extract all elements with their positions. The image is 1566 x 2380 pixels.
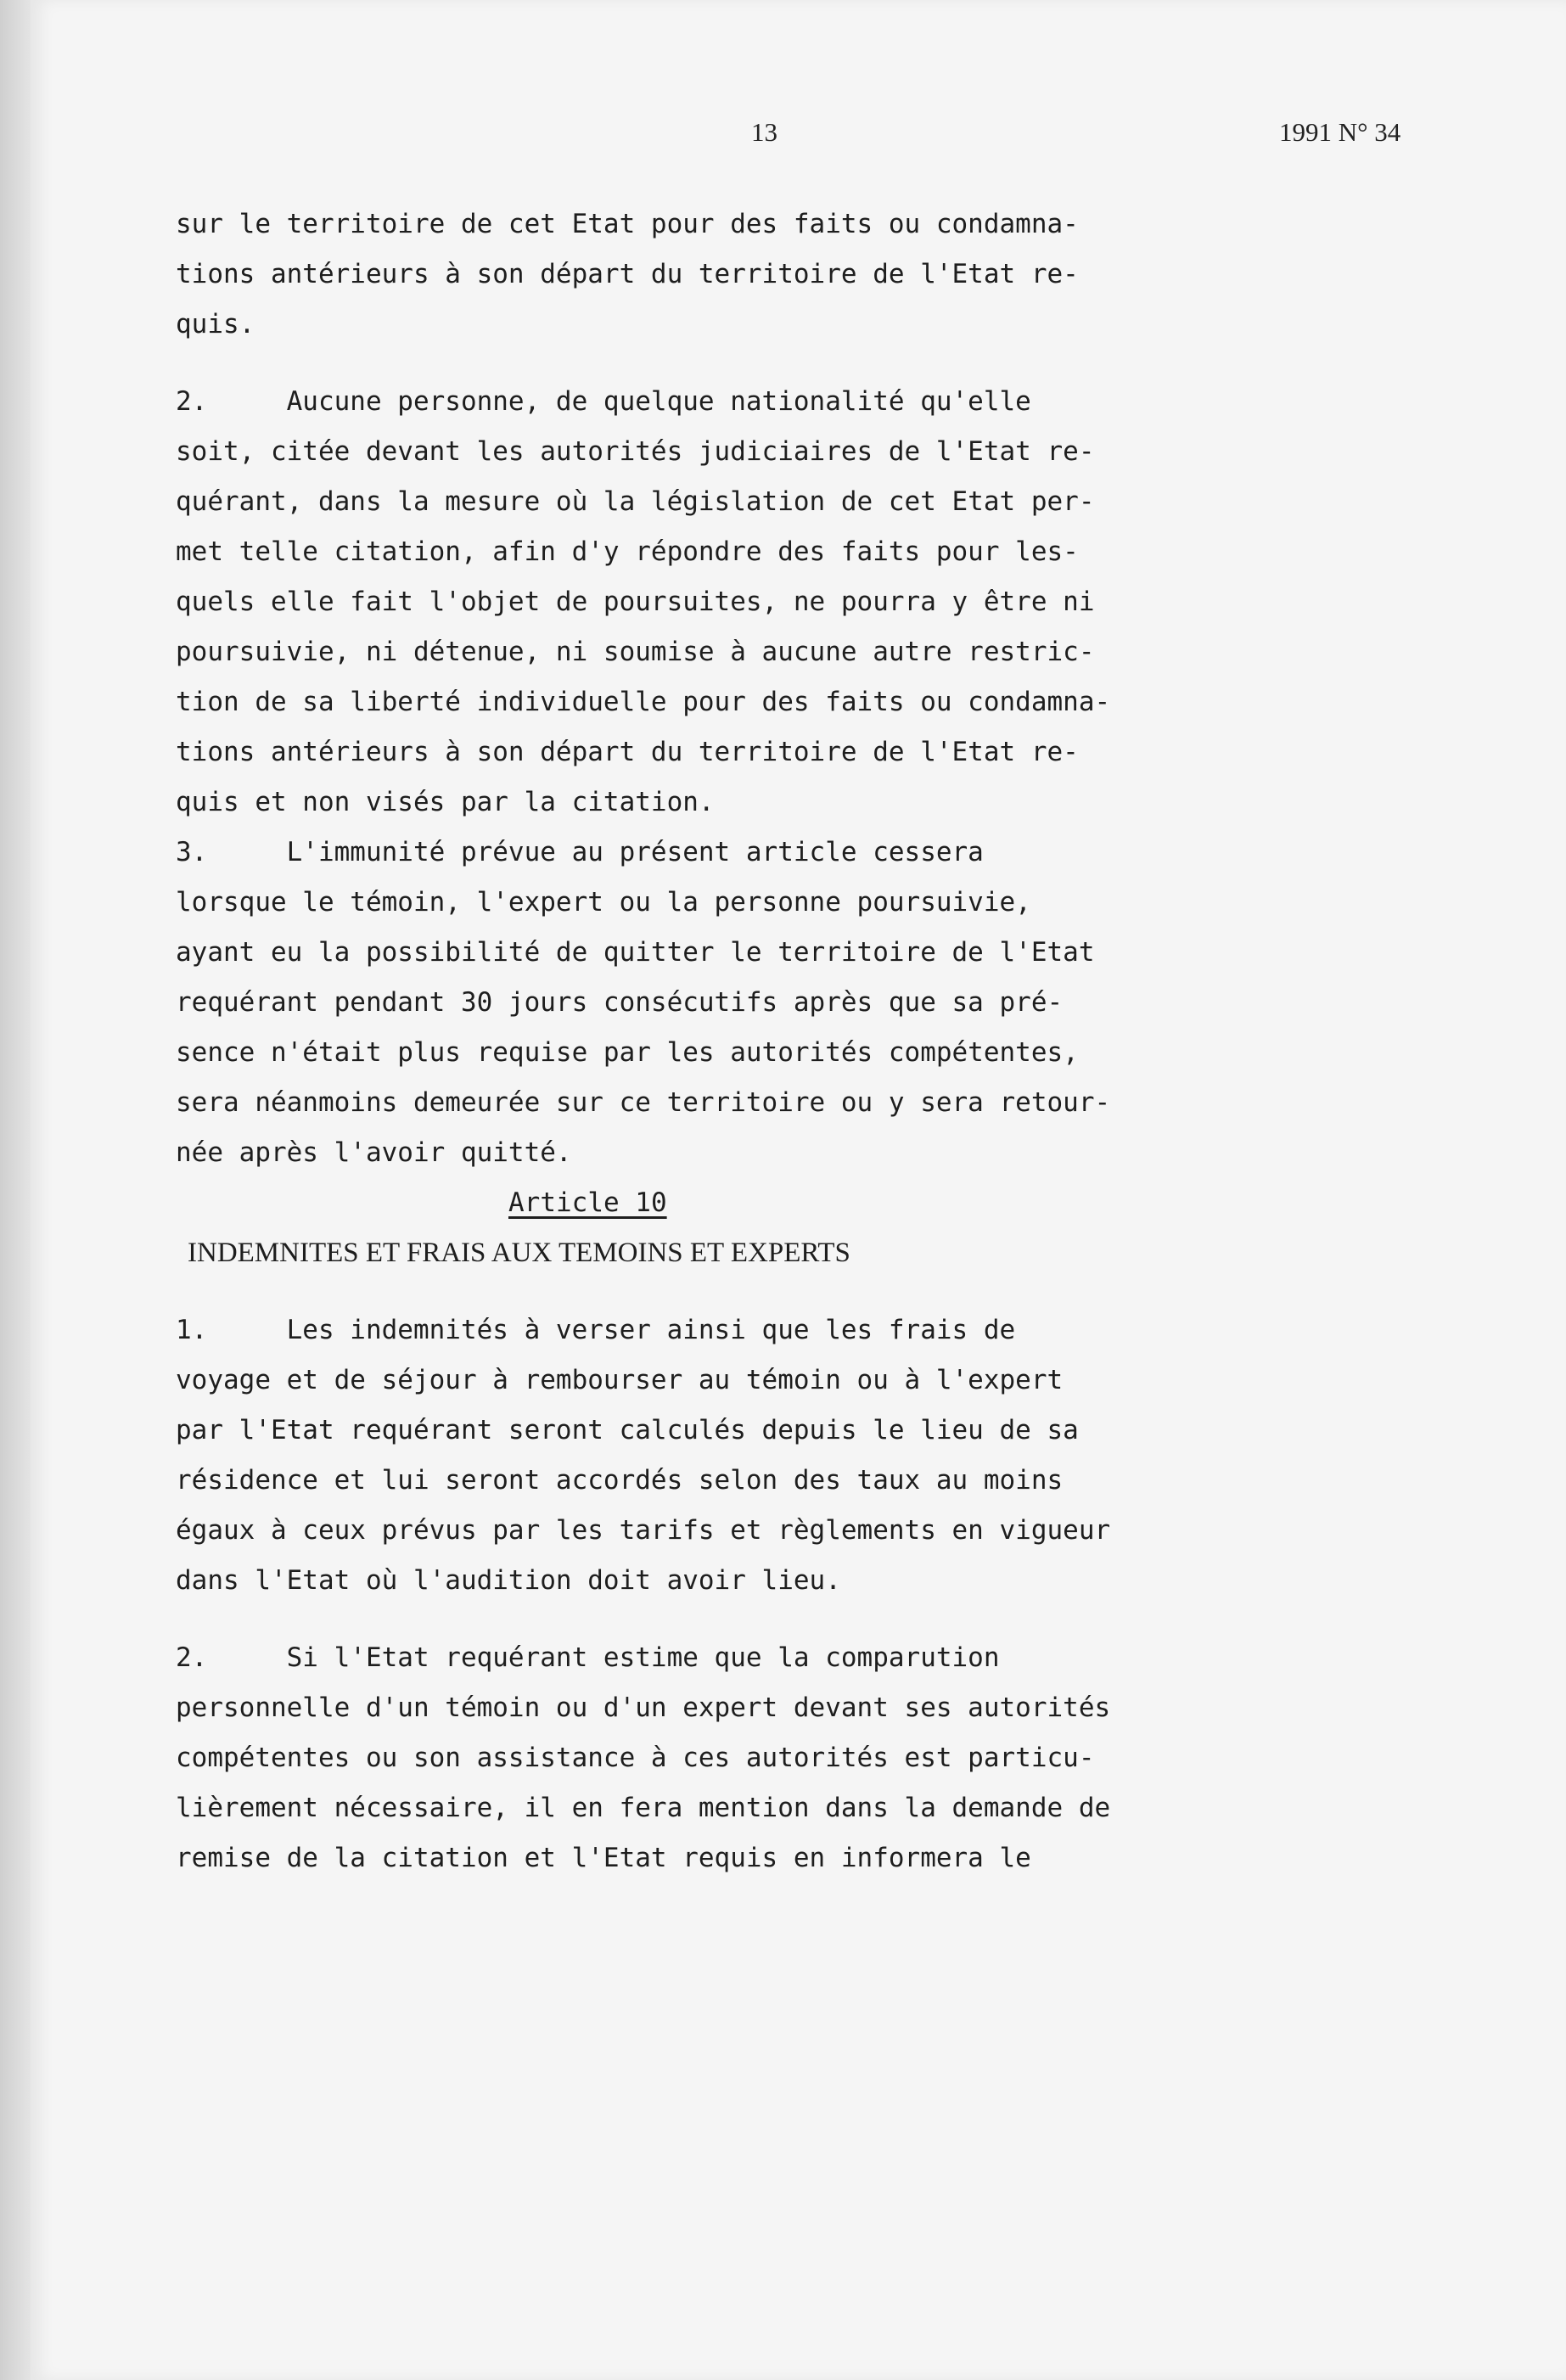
- text-line: tion de sa liberté individuelle pour des faits ou condamna-: [176, 687, 1111, 717]
- paragraph-3: [176, 828, 1347, 1178]
- article-paragraph-1: [176, 1305, 1347, 1606]
- text-line: 1. Les indemnités à verser ainsi que les frais de: [176, 1315, 1016, 1345]
- text-line: remise de la citation et l'Etat requis en informera le: [176, 1843, 1031, 1873]
- text-line: née après l'avoir quitté.: [176, 1137, 572, 1168]
- text-line: quérant, dans la mesure où la législation de cet Etat per-: [176, 486, 1095, 517]
- document-reference: 1991 N° 34: [1279, 117, 1401, 147]
- text-line: sera néanmoins demeurée sur ce territoire ou y sera retour-: [176, 1087, 1111, 1118]
- text-line: quis.: [176, 309, 255, 340]
- paragraph-2: [176, 377, 1347, 828]
- text-line: personnelle d'un témoin ou d'un expert devant ses autorités: [176, 1692, 1111, 1723]
- text-line: poursuivie, ni détenue, ni soumise à aucune autre restric-: [176, 637, 1095, 667]
- text-line: par l'Etat requérant seront calculés depuis le lieu de sa: [176, 1415, 1079, 1445]
- paragraph-continuation: [176, 199, 1347, 350]
- text-line: ayant eu la possibilité de quitter le territoire de l'Etat: [176, 937, 1095, 968]
- text-line: compétentes ou son assistance à ces autorités est particu-: [176, 1743, 1095, 1773]
- document-body: [176, 199, 1347, 1883]
- text-line: quels elle fait l'objet de poursuites, ne pourra y être ni: [176, 587, 1095, 617]
- text-line: résidence et lui seront accordés selon des taux au moins: [176, 1465, 1064, 1496]
- text-line: dans l'Etat où l'audition doit avoir lieu.: [176, 1565, 841, 1596]
- text-line: tions antérieurs à son départ du territoire de l'Etat re-: [176, 259, 1079, 289]
- text-line: 2. Aucune personne, de quelque nationalité qu'elle: [176, 386, 1031, 417]
- text-line: égaux à ceux prévus par les tarifs et règlements en vigueur: [176, 1515, 1111, 1546]
- text-line: lièrement nécessaire, il en fera mention dans la demande de: [176, 1793, 1111, 1823]
- text-line: quis et non visés par la citation.: [176, 787, 715, 817]
- article-title: INDEMNITES ET FRAIS AUX TEMOINS ET EXPERTS: [188, 1238, 850, 1268]
- binding-gutter: [0, 0, 31, 2380]
- page-number: 13: [751, 117, 777, 147]
- text-line: soit, citée devant les autorités judiciaires de l'Etat re-: [176, 436, 1095, 467]
- article-heading: Article 10: [508, 1187, 667, 1218]
- text-line: voyage et de séjour à rembourser au témoin ou à l'expert: [176, 1365, 1064, 1395]
- text-line: requérant pendant 30 jours consécutifs après que sa pré-: [176, 987, 1064, 1018]
- text-line: sur le territoire de cet Etat pour des faits ou condamna-: [176, 209, 1079, 239]
- text-line: 2. Si l'Etat requérant estime que la comparution: [176, 1642, 1000, 1673]
- text-line: lorsque le témoin, l'expert ou la personne poursuivie,: [176, 887, 1031, 918]
- text-line: sence n'était plus requise par les autorités compétentes,: [176, 1037, 1079, 1068]
- article-paragraph-2: [176, 1633, 1347, 1883]
- text-line: tions antérieurs à son départ du territoire de l'Etat re-: [176, 737, 1079, 767]
- text-line: 3. L'immunité prévue au présent article cessera: [176, 837, 984, 867]
- text-line: met telle citation, afin d'y répondre des faits pour les-: [176, 536, 1079, 567]
